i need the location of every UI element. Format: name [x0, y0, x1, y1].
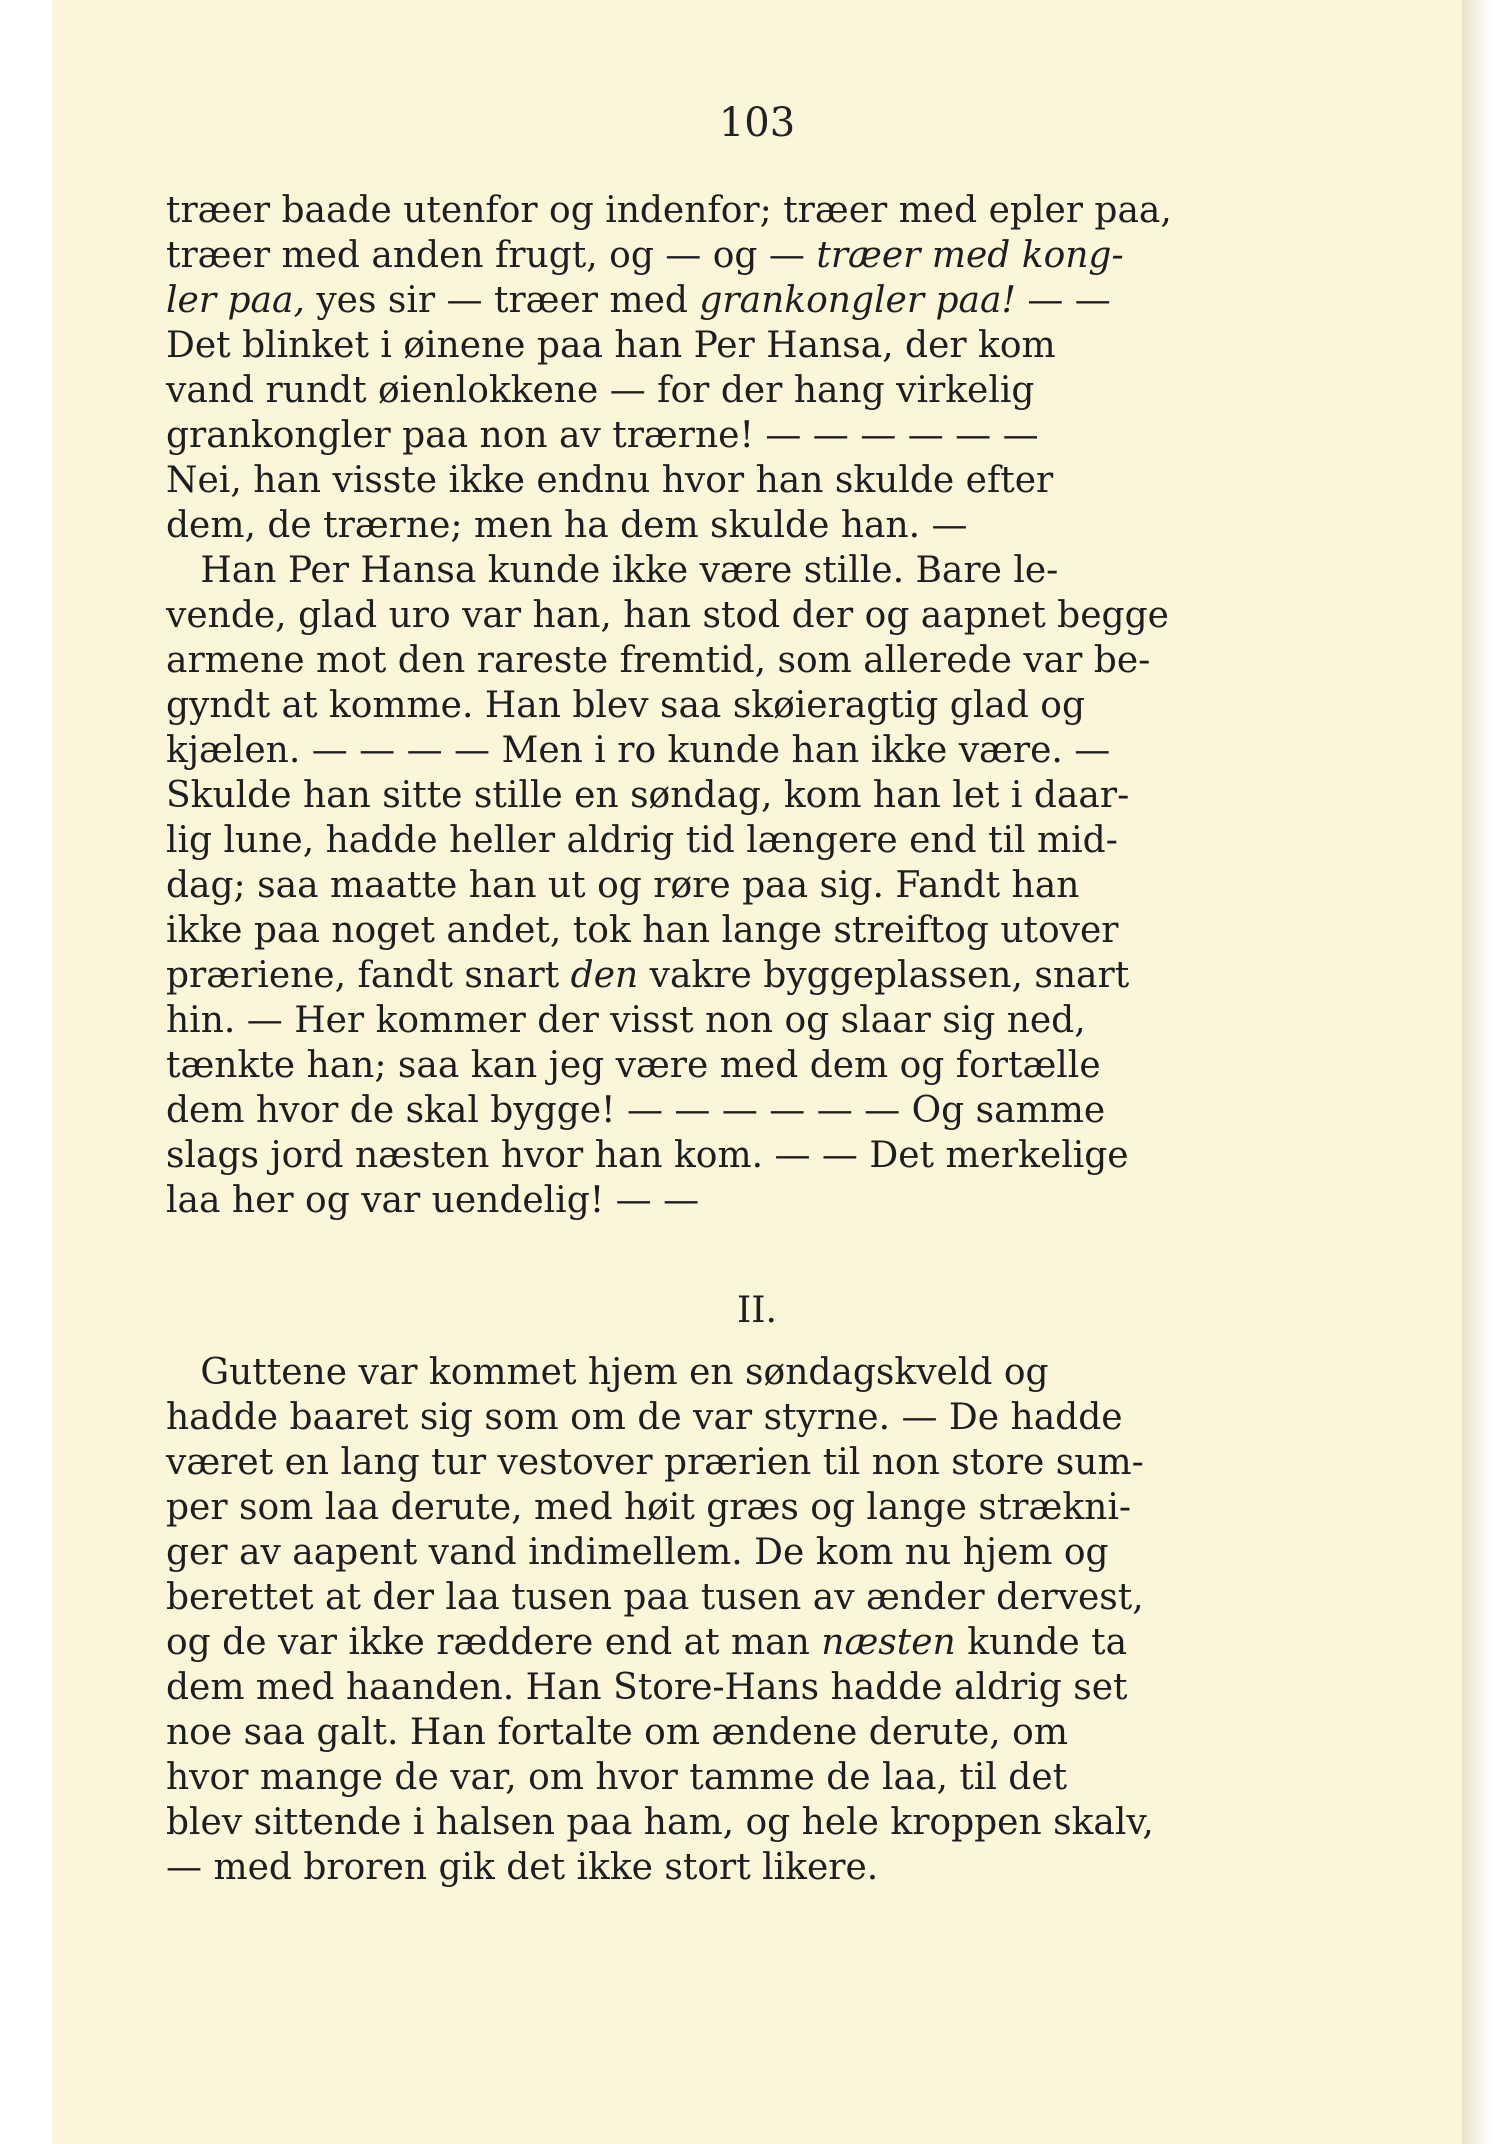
- text-line: [166, 1043, 1306, 1088]
- text-segment: Skulde han sitte stille en søndag, kom han let i daar-: [166, 775, 1130, 816]
- text-line: [166, 773, 1306, 818]
- text-segment: hin. — Her kommer der visst non og slaar sig ned,: [166, 1000, 1086, 1041]
- text-line: [166, 1620, 1306, 1665]
- text-segment: og de var ikke ræddere end at man: [166, 1622, 822, 1663]
- text-line: [166, 503, 1306, 548]
- text-line: [166, 1350, 1306, 1395]
- text-segment: træer baade utenfor og indenfor; træer med epler paa,: [166, 190, 1172, 231]
- italic-text: træer med kong-: [816, 235, 1124, 276]
- text-line: [166, 863, 1306, 908]
- text-line: [166, 368, 1306, 413]
- text-line: [166, 413, 1306, 458]
- text-segment: kunde ta: [955, 1622, 1128, 1663]
- text-segment: været en lang tur vestover prærien til non store sum-: [166, 1442, 1144, 1483]
- paragraph-section-2: [166, 1350, 1306, 1890]
- text-segment: Han Per Hansa kunde ikke være stille. Bare le-: [166, 550, 1059, 591]
- text-line: [166, 998, 1306, 1043]
- text-line: [166, 233, 1306, 278]
- book-page: [52, 0, 1462, 2144]
- text-segment: — —: [1015, 280, 1111, 321]
- text-line: [166, 1710, 1306, 1755]
- text-segment: hvor mange de var, om hvor tamme de laa, til det: [166, 1757, 1068, 1798]
- text-line: [166, 1800, 1306, 1845]
- text-segment: dem med haanden. Han Store-Hans hadde aldrig set: [166, 1667, 1128, 1708]
- text-line: [166, 638, 1306, 683]
- text-segment: yes sir — træer med: [304, 280, 700, 321]
- text-line: [166, 278, 1306, 323]
- text-line: [166, 953, 1306, 998]
- text-segment: dag; saa maatte han ut og røre paa sig. Fandt han: [166, 865, 1080, 906]
- text-segment: vakre byggeplassen, snart: [638, 955, 1130, 996]
- text-segment: kjælen. — — — — Men i ro kunde han ikke være. —: [166, 730, 1111, 771]
- text-segment: præriene, fandt snart: [166, 955, 571, 996]
- page-edge-shadow: [1462, 0, 1492, 2144]
- text-line: [166, 1395, 1306, 1440]
- text-line: [166, 1133, 1306, 1178]
- text-line: [166, 683, 1306, 728]
- text-segment: laa her og var uendelig! — —: [166, 1180, 700, 1221]
- text-line: [166, 1575, 1306, 1620]
- text-line: [166, 1088, 1306, 1133]
- text-segment: gyndt at komme. Han blev saa skøieragtig glad og: [166, 685, 1086, 726]
- text-segment: dem hvor de skal bygge! — — — — — — Og samme: [166, 1090, 1106, 1131]
- italic-text: den: [570, 955, 639, 996]
- text-segment: noe saa galt. Han fortalte om ændene derute, om: [166, 1712, 1068, 1753]
- text-segment: dem, de trærne; men ha dem skulde han. —: [166, 505, 968, 546]
- text-segment: lig lune, hadde heller aldrig tid længere end til mid-: [166, 820, 1118, 861]
- text-segment: Det blinket i øinene paa han Per Hansa, der kom: [166, 325, 1056, 366]
- text-line: [166, 1530, 1306, 1575]
- text-line: [166, 188, 1306, 233]
- text-segment: armene mot den rareste fremtid, som allerede var be-: [166, 640, 1151, 681]
- italic-text: grankongler paa!: [699, 280, 1016, 321]
- text-segment: vende, glad uro var han, han stod der og aapnet begge: [166, 595, 1169, 636]
- section-heading: II.: [737, 1290, 777, 1331]
- paragraph-section-1: [166, 188, 1306, 1223]
- text-segment: hadde baaret sig som om de var styrne. — De hadde: [166, 1397, 1123, 1438]
- text-segment: Nei, han visste ikke endnu hvor han skulde efter: [166, 460, 1054, 501]
- italic-text: næsten: [821, 1622, 956, 1663]
- text-line: [166, 818, 1306, 863]
- text-segment: slags jord næsten hvor han kom. — — Det merkelige: [166, 1135, 1129, 1176]
- text-line: [166, 593, 1306, 638]
- text-line: [166, 1665, 1306, 1710]
- text-line: [166, 323, 1306, 368]
- text-segment: Guttene var kommet hjem en søndagskveld og: [166, 1352, 1049, 1393]
- text-segment: ger av aapent vand indimellem. De kom nu hjem og: [166, 1532, 1109, 1573]
- text-segment: tænkte han; saa kan jeg være med dem og fortælle: [166, 1045, 1101, 1086]
- text-line: [166, 1485, 1306, 1530]
- text-line: [166, 908, 1306, 953]
- text-line: [166, 458, 1306, 503]
- text-line: [166, 548, 1306, 593]
- text-line: [166, 1845, 1306, 1890]
- page-number: 103: [718, 100, 796, 146]
- text-line: [166, 1178, 1306, 1223]
- text-segment: berettet at der laa tusen paa tusen av ænder dervest,: [166, 1577, 1144, 1618]
- italic-text: ler paa,: [166, 280, 305, 321]
- text-segment: per som laa derute, med høit græs og lange strækni-: [166, 1487, 1132, 1528]
- text-segment: ikke paa noget andet, tok han lange streiftog utover: [166, 910, 1119, 951]
- text-segment: træer med anden frugt, og — og —: [166, 235, 817, 276]
- text-line: [166, 1440, 1306, 1485]
- text-segment: blev sittende i halsen paa ham, og hele kroppen skalv,: [166, 1802, 1154, 1843]
- text-line: [166, 1755, 1306, 1800]
- text-line: [166, 728, 1306, 773]
- text-segment: — med broren gik det ikke stort likere.: [166, 1847, 879, 1888]
- text-segment: vand rundt øienlokkene — for der hang virkelig: [166, 370, 1035, 411]
- text-segment: grankongler paa non av trærne! — — — — — —: [166, 415, 1039, 456]
